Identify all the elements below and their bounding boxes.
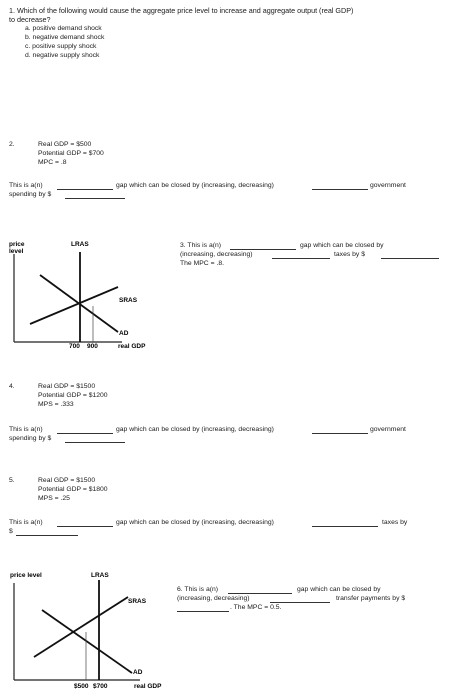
graph2-ylabel: price level	[10, 572, 42, 579]
q1-option-c: c. positive supply shock	[25, 43, 97, 50]
q4-real-gdp: Real GDP = $1500	[38, 383, 96, 390]
q4-direction-blank[interactable]	[312, 426, 368, 434]
graph1-sras-label: SRAS	[119, 297, 138, 304]
graph2-xlabel: real GDP	[134, 683, 162, 690]
graph1-tick-900: 900	[87, 343, 98, 350]
q5-mps: MPS = .25	[38, 495, 70, 502]
graph1-ad-curve	[40, 275, 118, 332]
q5-potential-gdp: Potential GDP = $1800	[38, 486, 108, 493]
q5-taxes-by: taxes by	[382, 519, 408, 526]
graph2-ad-label: AD	[133, 669, 143, 676]
q6-amount-blank[interactable]	[177, 604, 229, 612]
q4-this-is: This is a(n)	[9, 426, 43, 433]
q6-direction-blank[interactable]	[270, 595, 330, 603]
q3-line1-b: gap which can be closed by	[300, 242, 384, 249]
q6-line1-b: gap which can be closed by	[297, 586, 381, 593]
q4-gap-text: gap which can be closed by (increasing, decreasing)	[116, 426, 274, 433]
q4-spending-by: spending by $	[9, 435, 52, 442]
q5-real-gdp: Real GDP = $1500	[38, 477, 96, 484]
q4-amount-blank[interactable]	[65, 435, 125, 443]
q3-gap-type-blank[interactable]	[230, 242, 296, 250]
q4-mps: MPS = .333	[38, 401, 74, 408]
q5-amount-blank[interactable]	[16, 528, 78, 536]
q6-gap-type-blank[interactable]	[228, 586, 292, 594]
q1-option-d: d. negative supply shock	[25, 52, 100, 59]
q2-potential-gdp: Potential GDP = $700	[38, 150, 104, 157]
q2-spending-by: spending by $	[9, 191, 52, 198]
q3-line2-b: taxes by $	[334, 251, 365, 258]
q6-line2-b: transfer payments by $	[336, 595, 406, 602]
graph1-sras-curve	[30, 287, 118, 324]
q2-government: government	[370, 182, 406, 189]
q4-potential-gdp: Potential GDP = $1200	[38, 392, 108, 399]
graph1-tick-700: 700	[69, 343, 80, 350]
q6-line3: . The MPC = 0.5.	[230, 604, 282, 611]
q2-gap-type-blank[interactable]	[57, 182, 113, 190]
q1-option-b: b. negative demand shock	[25, 34, 105, 41]
q2-number: 2.	[9, 141, 15, 148]
q5-gap-type-blank[interactable]	[57, 519, 113, 527]
q5-gap-text: gap which can be closed by (increasing, decreasing)	[116, 519, 274, 526]
graph1-ylabel-level: level	[9, 248, 24, 255]
q3-line2-a: (increasing, decreasing)	[180, 251, 253, 258]
q3-line3: The MPC = .8.	[180, 260, 225, 267]
q3-amount-blank[interactable]	[381, 251, 439, 259]
graph1	[0, 232, 175, 350]
q5-number: 5.	[9, 477, 15, 484]
graph2-sras-label: SRAS	[128, 598, 147, 605]
graph2-lras-label: LRAS	[91, 572, 109, 579]
q4-gap-type-blank[interactable]	[57, 426, 113, 434]
q2-real-gdp: Real GDP = $500	[38, 141, 92, 148]
q5-dollar: $	[9, 528, 13, 535]
q3-line1-a: 3. This is a(n)	[180, 242, 222, 249]
q1-line2: to decrease?	[9, 15, 51, 24]
q1-option-a: a. positive demand shock	[25, 25, 102, 32]
q2-direction-blank[interactable]	[312, 182, 368, 190]
q3-direction-blank[interactable]	[272, 251, 330, 259]
graph1-ad-label: AD	[119, 330, 129, 337]
q1-line1: 1. Which of the following would cause the aggregate price level to increase and aggregate output (real GDP)	[9, 6, 354, 15]
q2-this-is: This is a(n)	[9, 182, 43, 189]
graph2-tick-700: $700	[93, 683, 108, 690]
graph1-lras-label: LRAS	[71, 241, 89, 248]
graph2	[0, 565, 175, 690]
graph2-sras-curve	[34, 597, 128, 657]
q2-gap-text: gap which can be closed by (increasing, decreasing)	[116, 182, 274, 189]
q4-number: 4.	[9, 383, 15, 390]
graph2-ad-curve	[42, 610, 132, 673]
q2-mpc: MPC = .8	[38, 159, 67, 166]
q4-government: government	[370, 426, 406, 433]
graph1-xlabel: real GDP	[118, 343, 146, 350]
q5-this-is: This is a(n)	[9, 519, 43, 526]
graph2-tick-500: $500	[74, 683, 89, 690]
q2-amount-blank[interactable]	[65, 191, 125, 199]
graph1-ylabel-price: price	[9, 241, 25, 248]
q6-line1-a: 6. This is a(n)	[177, 586, 219, 593]
q6-line2-a: (increasing, decreasing)	[177, 595, 250, 602]
q5-direction-blank[interactable]	[312, 519, 378, 527]
